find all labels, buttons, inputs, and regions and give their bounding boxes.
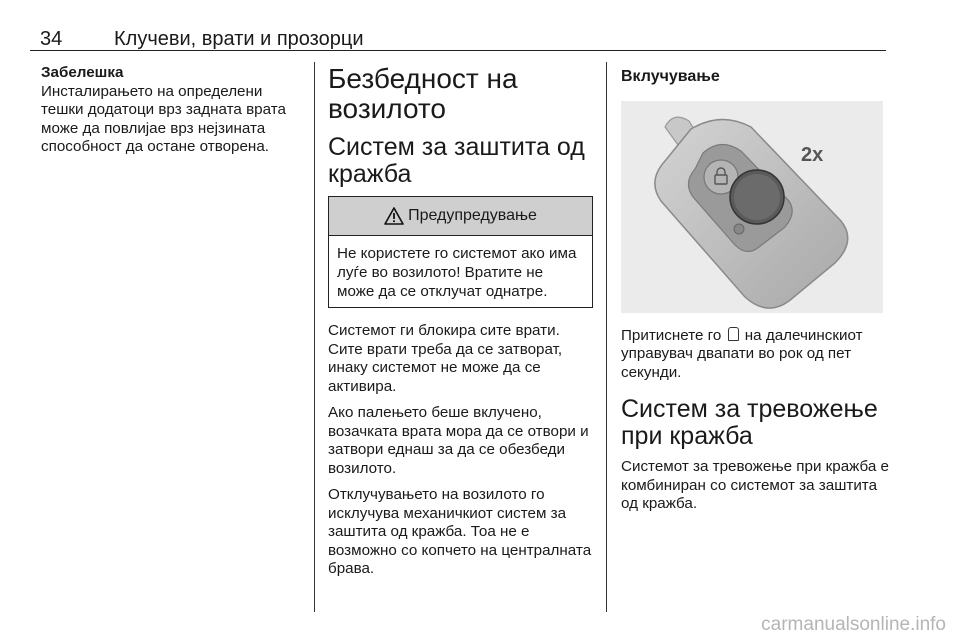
column-middle — [328, 64, 593, 587]
warning-title: Предупредување — [408, 206, 537, 224]
column-divider — [606, 62, 607, 612]
warning-header — [329, 197, 592, 236]
instruction-text-start: Притиснете го — [621, 326, 722, 344]
column-divider — [314, 62, 315, 612]
note-title: Забелешка — [41, 64, 124, 81]
watermark: carmanualsonline.info — [761, 614, 946, 635]
column-left — [41, 64, 303, 165]
section-heading: Систем за тревожење при кражба — [621, 395, 878, 450]
note-text: Инсталирањето на определени тешки додатоци врз задната врата може да повлијае врз нејзината способност да остане отворена. — [41, 82, 286, 155]
page-number: 34 — [40, 28, 63, 50]
subsection-heading: Вклучување — [621, 68, 720, 85]
warning-text: Не користете го системот ако има луѓе во возилото! Вратите не може да се отклучат однатре. — [337, 245, 577, 300]
warning-triangle-icon — [384, 207, 404, 225]
warning-box — [328, 196, 593, 308]
running-title: Клучеви, врати и прозорци — [114, 28, 364, 50]
column-right — [621, 64, 889, 522]
subsection-heading: Систем за заштита од кражба — [328, 133, 585, 188]
instruction-text-end: на далечинскиот управувач двапати во рок од пет секунди. — [621, 326, 863, 381]
paragraph: Отклучувањето на возилото го исклучува механичкиот систем за заштита од кражба. Тоа не е возможно со копчето на централната брава. — [328, 486, 592, 577]
remote-key-illustration — [621, 101, 883, 313]
paragraph: Системот за тревожење при кражба е комбиниран со системот за заштита од кражба. — [621, 458, 889, 512]
lock-icon — [728, 327, 739, 341]
section-heading: Безбедност на возилото — [328, 63, 518, 124]
paragraph: Системот ги блокира сите врати. Сите врати треба да се затворат, инаку системот не може да се активира. — [328, 322, 563, 395]
page-header — [30, 26, 886, 51]
press-count-label: 2x — [801, 143, 824, 166]
remote-key-icon — [621, 101, 883, 313]
instruction-paragraph — [621, 327, 889, 383]
paragraph: Ако палењето беше вклучено, возачката врата мора да се отвори и затвори еднаш за да се обезбеди возилото. — [328, 404, 589, 477]
